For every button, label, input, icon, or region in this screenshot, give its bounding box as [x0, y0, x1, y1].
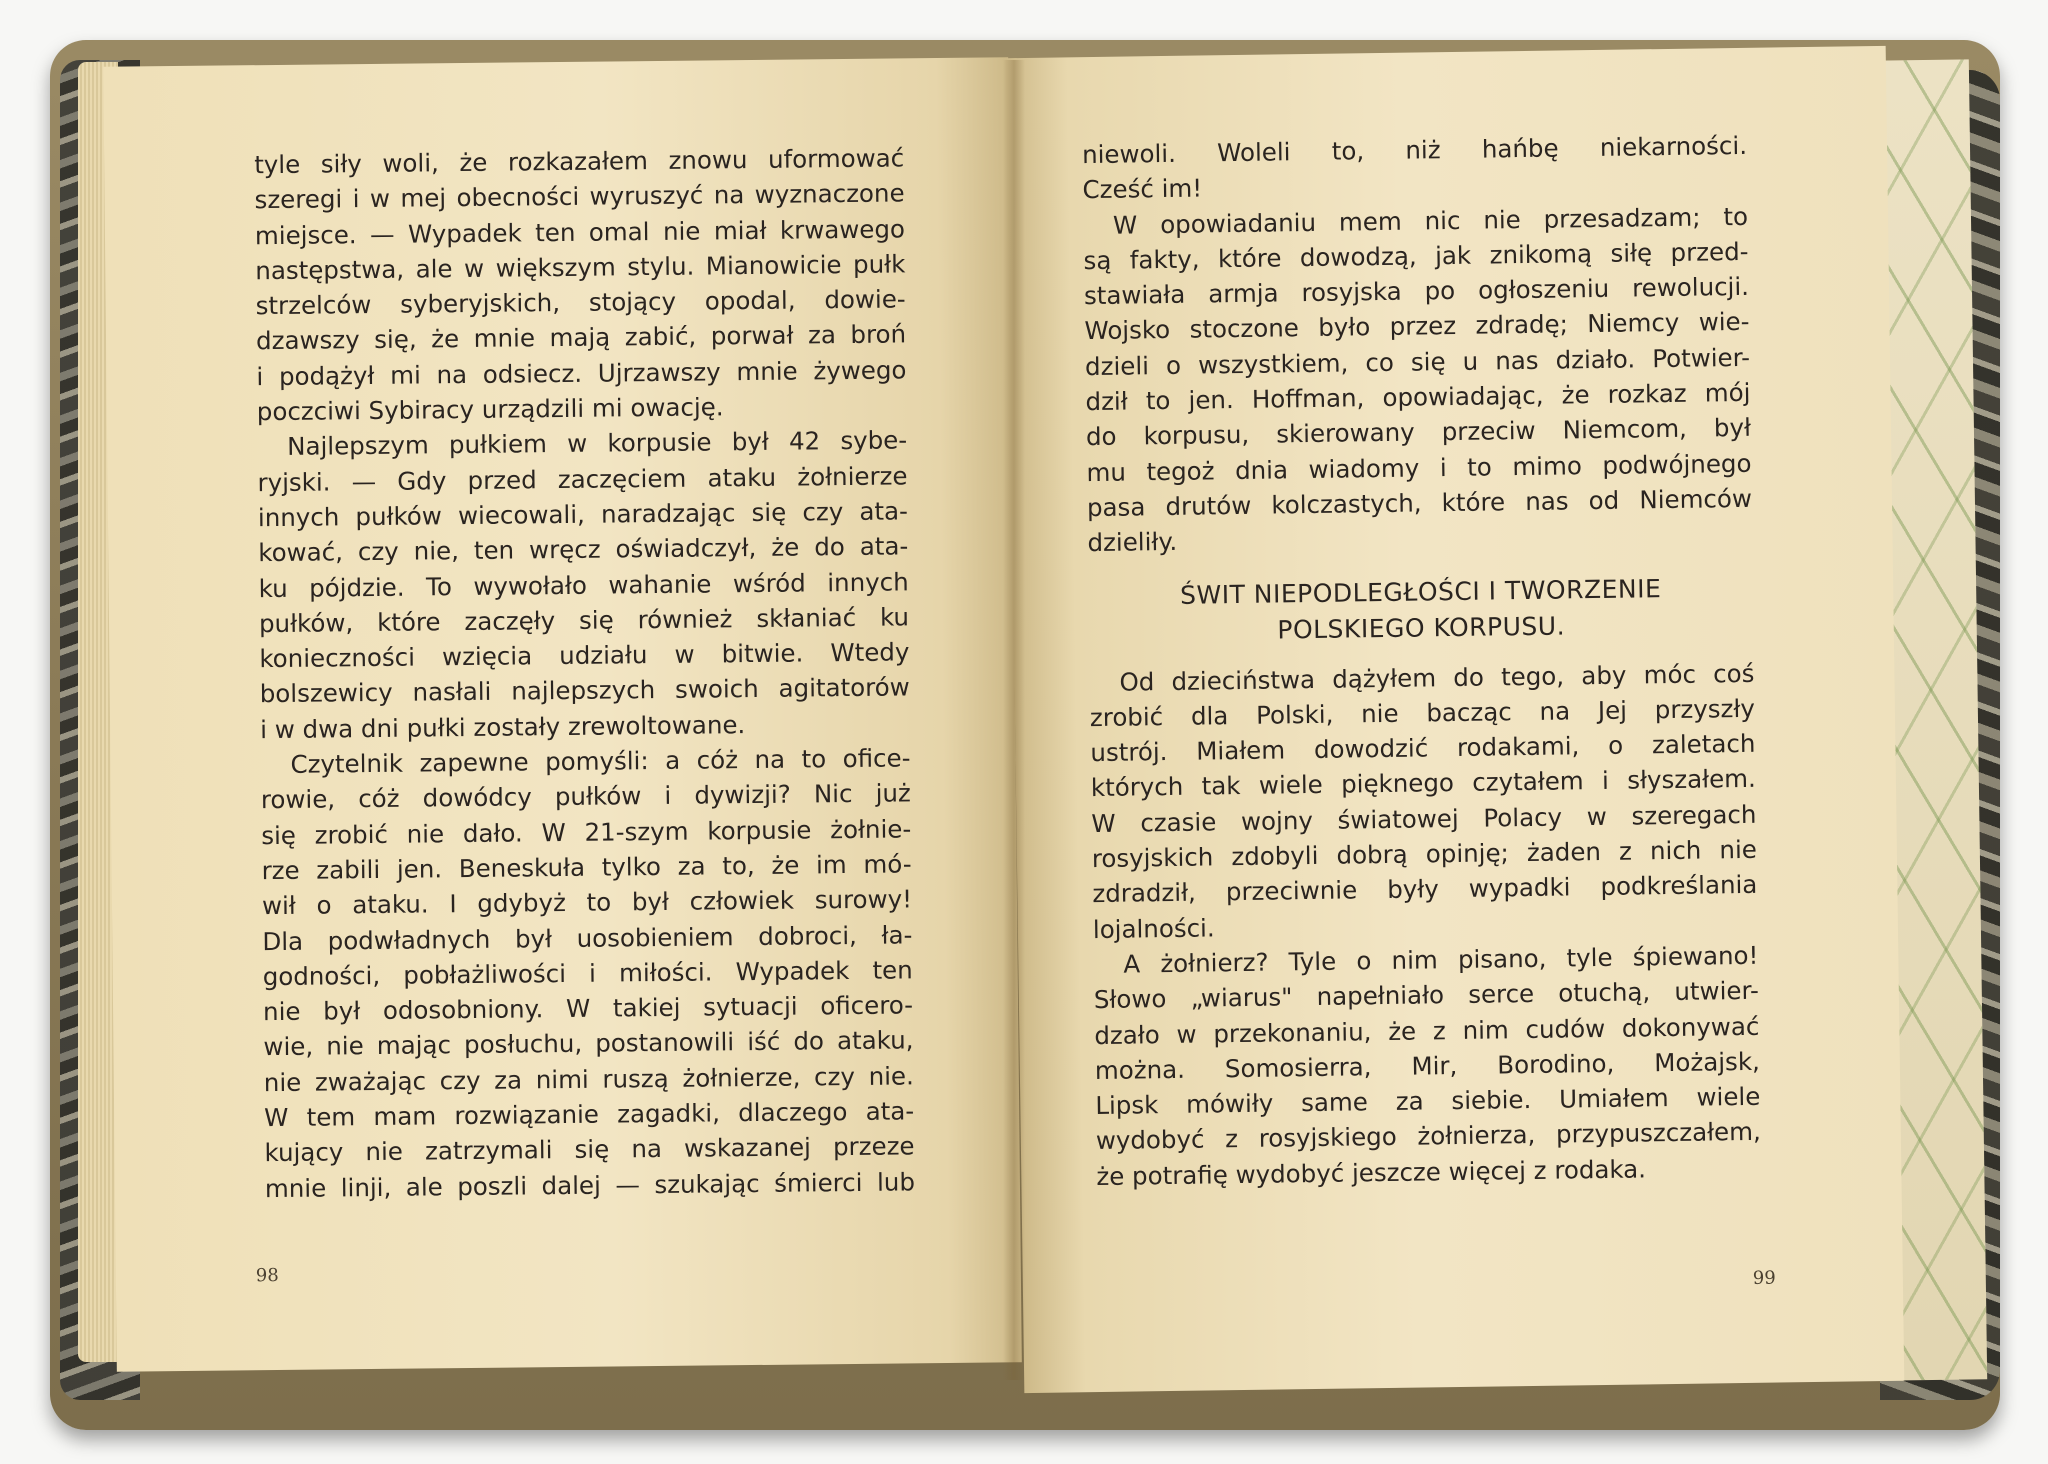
- text-line: Od dzieciństwa dążyłem do tego, aby móc coś: [1119, 658, 1755, 697]
- text-line: są fakty, które dowodzą, jak znikomą siłę przed-: [1083, 236, 1749, 276]
- text-line: rowie, cóż dowódcy pułków i dywizji? Nic już: [260, 778, 911, 815]
- left-page-text: [254, 140, 915, 1206]
- book-gutter: [1003, 60, 1025, 1380]
- text-line: pułków, które zaczęły się również skłaniać ku: [258, 602, 910, 639]
- text-line: następstwa, ale w większym stylu. Mianowicie pułk: [255, 249, 906, 286]
- text-line: ryjski. — Gdy przed zaczęciem ataku żołnierze: [257, 461, 908, 497]
- text-line: mnie linji, ale poszli dalej — szukając śmierci lub: [264, 1166, 916, 1203]
- text-line: zrobić dla Polski, nie bacząc na Jej przyszły: [1089, 693, 1756, 732]
- text-line: Czytelnik zapewne pomyśli: a cóż na to oficе-: [290, 743, 911, 779]
- text-line: bolszewicy nasłali najlepszych swoich agitatorów: [259, 672, 910, 709]
- chapter-heading: [1088, 569, 1754, 650]
- chapter-heading-line-2: POLSKIEGO KORPUSU.: [1277, 611, 1566, 645]
- text-line: wił o ataku. I gdybyż to był człowiek surowy!: [261, 884, 913, 921]
- right-page-top-text: [1082, 128, 1753, 561]
- text-line: których tak wiele pięknego czytałem i słyszałem.: [1090, 764, 1757, 803]
- text-line: lojalności.: [1092, 913, 1215, 944]
- text-line: wydobyć z rosyjskiego żołnierza, przypuszczałem,: [1095, 1117, 1761, 1156]
- text-line: W opowiadaniu mem nic nie przesadzam; to: [1112, 201, 1749, 240]
- text-line: W tem mam rozwiązanie zagadki, dlaczego ata-: [264, 1096, 915, 1133]
- text-line: dził to jen. Hoffman, opowiadając, że rozkaz mój: [1085, 377, 1751, 417]
- text-line: rosyjskich zdobyli dobrą opinję; żaden z nich nie: [1091, 834, 1758, 874]
- text-line: kować, czy nie, ten wręcz oświadczył, że do ata-: [258, 531, 909, 568]
- text-line: W czasie wojny światowej Polacy w szeregach: [1091, 799, 1757, 838]
- text-line: nie był odosobniony. W takiej sytuacji oficero-: [262, 990, 914, 1027]
- left-page-number: 98: [255, 1265, 279, 1287]
- text-line: mu tegoż dnia wiadomy i to mimo podwójnego: [1086, 448, 1752, 487]
- text-line: niewoli. Woleli to, niż hańbę niekarności.: [1081, 130, 1748, 170]
- right-page-number: 99: [1752, 1267, 1776, 1289]
- text-line: Cześć im!: [1082, 173, 1203, 205]
- text-line: Wojsko stoczone było przez zdradę; Niemcy wie-: [1084, 307, 1750, 346]
- text-line: miejsce. — Wypadek ten omal nie miał krwawego: [254, 213, 906, 250]
- text-line: Najlepszym pułkiem w korpusie był 42 sybe-: [287, 425, 908, 462]
- text-line: i w dwa dni pułki zostały zrewoltowane.: [259, 709, 746, 744]
- text-line: innych pułków wiecowali, naradzając się czy ata-: [257, 496, 909, 533]
- text-line: strzelców syberyjskich, stojący opodal, dowie-: [255, 284, 906, 321]
- text-line: poczciwi Sybiracy urządzili mi owację.: [256, 392, 724, 427]
- text-line: Dla podwładnych był uosobieniem dobroci, ła-: [262, 919, 913, 956]
- text-line: i podążył mi na odsiecz. Ujrzawszy mnie żywego: [256, 355, 907, 391]
- left-page: [103, 57, 1022, 1371]
- text-line: wie, nie mając posłuchu, postanowili iść do ataku,: [263, 1025, 914, 1062]
- text-line: A żołnierz? Tyle o nim pisano, tyle śpiewano!: [1123, 940, 1759, 979]
- text-line: pasa drutów kolczastych, które nas od Niemców: [1086, 483, 1753, 523]
- text-line: Lipsk mówiły same za siebie. Umiałem wiele: [1095, 1081, 1761, 1121]
- text-line: tyle siły woli, że rozkazałem znowu uformować: [254, 143, 905, 180]
- text-line: stawiała armja rosyjska po ogłoszeniu rewolucji.: [1083, 272, 1750, 311]
- text-line: dzieliły.: [1087, 527, 1178, 558]
- text-line: rze zabili jen. Beneskuła tylko za to, że im mó-: [261, 849, 912, 886]
- text-line: godności, pobłażliwości i miłości. Wypadek ten: [262, 955, 913, 991]
- right-page-bottom-text: [1089, 655, 1761, 1194]
- text-line: konieczności wzięcia udziału w bitwie. Wtedy: [259, 637, 910, 674]
- chapter-heading-line-1: ŚWIT NIEPODLEGŁOŚCI I TWORZENIE: [1179, 573, 1662, 610]
- text-line: dzało w przekonaniu, że z nim cudów dokonywać: [1094, 1011, 1760, 1050]
- text-line: Słowo „wiarus" napełniało serce otuchą, utwier-: [1093, 976, 1760, 1015]
- text-line: ustrój. Miałem dowodzić rodakami, o zaletach: [1090, 728, 1756, 768]
- text-line: szeregi i w mej obecności wyruszyć na wyznaczone: [254, 178, 905, 215]
- text-line: można. Somosierra, Mir, Borodino, Możajsk,: [1094, 1046, 1761, 1085]
- text-line: kujący nie zatrzymali się na wskazanej przeze: [264, 1131, 915, 1168]
- text-line: dzawszy się, że mnie mają zabić, porwał za broń: [255, 319, 907, 356]
- text-line: się zrobić nie dało. W 21-szym korpusie żołnie-: [261, 813, 912, 850]
- text-line: do korpusu, skierowany przeciw Niemcom, był: [1085, 413, 1752, 452]
- text-line: ku pójdzie. To wywołało wahanie wśród innych: [258, 566, 909, 603]
- text-line: że potrafię wydobyć jeszcze więcej z rodaka.: [1096, 1154, 1647, 1191]
- right-page-text: [1082, 128, 1762, 1194]
- text-line: dzieli o wszystkiem, co się u nas działo. Potwier-: [1084, 342, 1751, 381]
- text-line: nie zważając czy za nimi ruszą żołnierze, czy nie.: [263, 1061, 914, 1097]
- text-line: zdradził, przeciwnie były wypadki podkreślania: [1092, 870, 1758, 909]
- right-page: [1006, 46, 1905, 1393]
